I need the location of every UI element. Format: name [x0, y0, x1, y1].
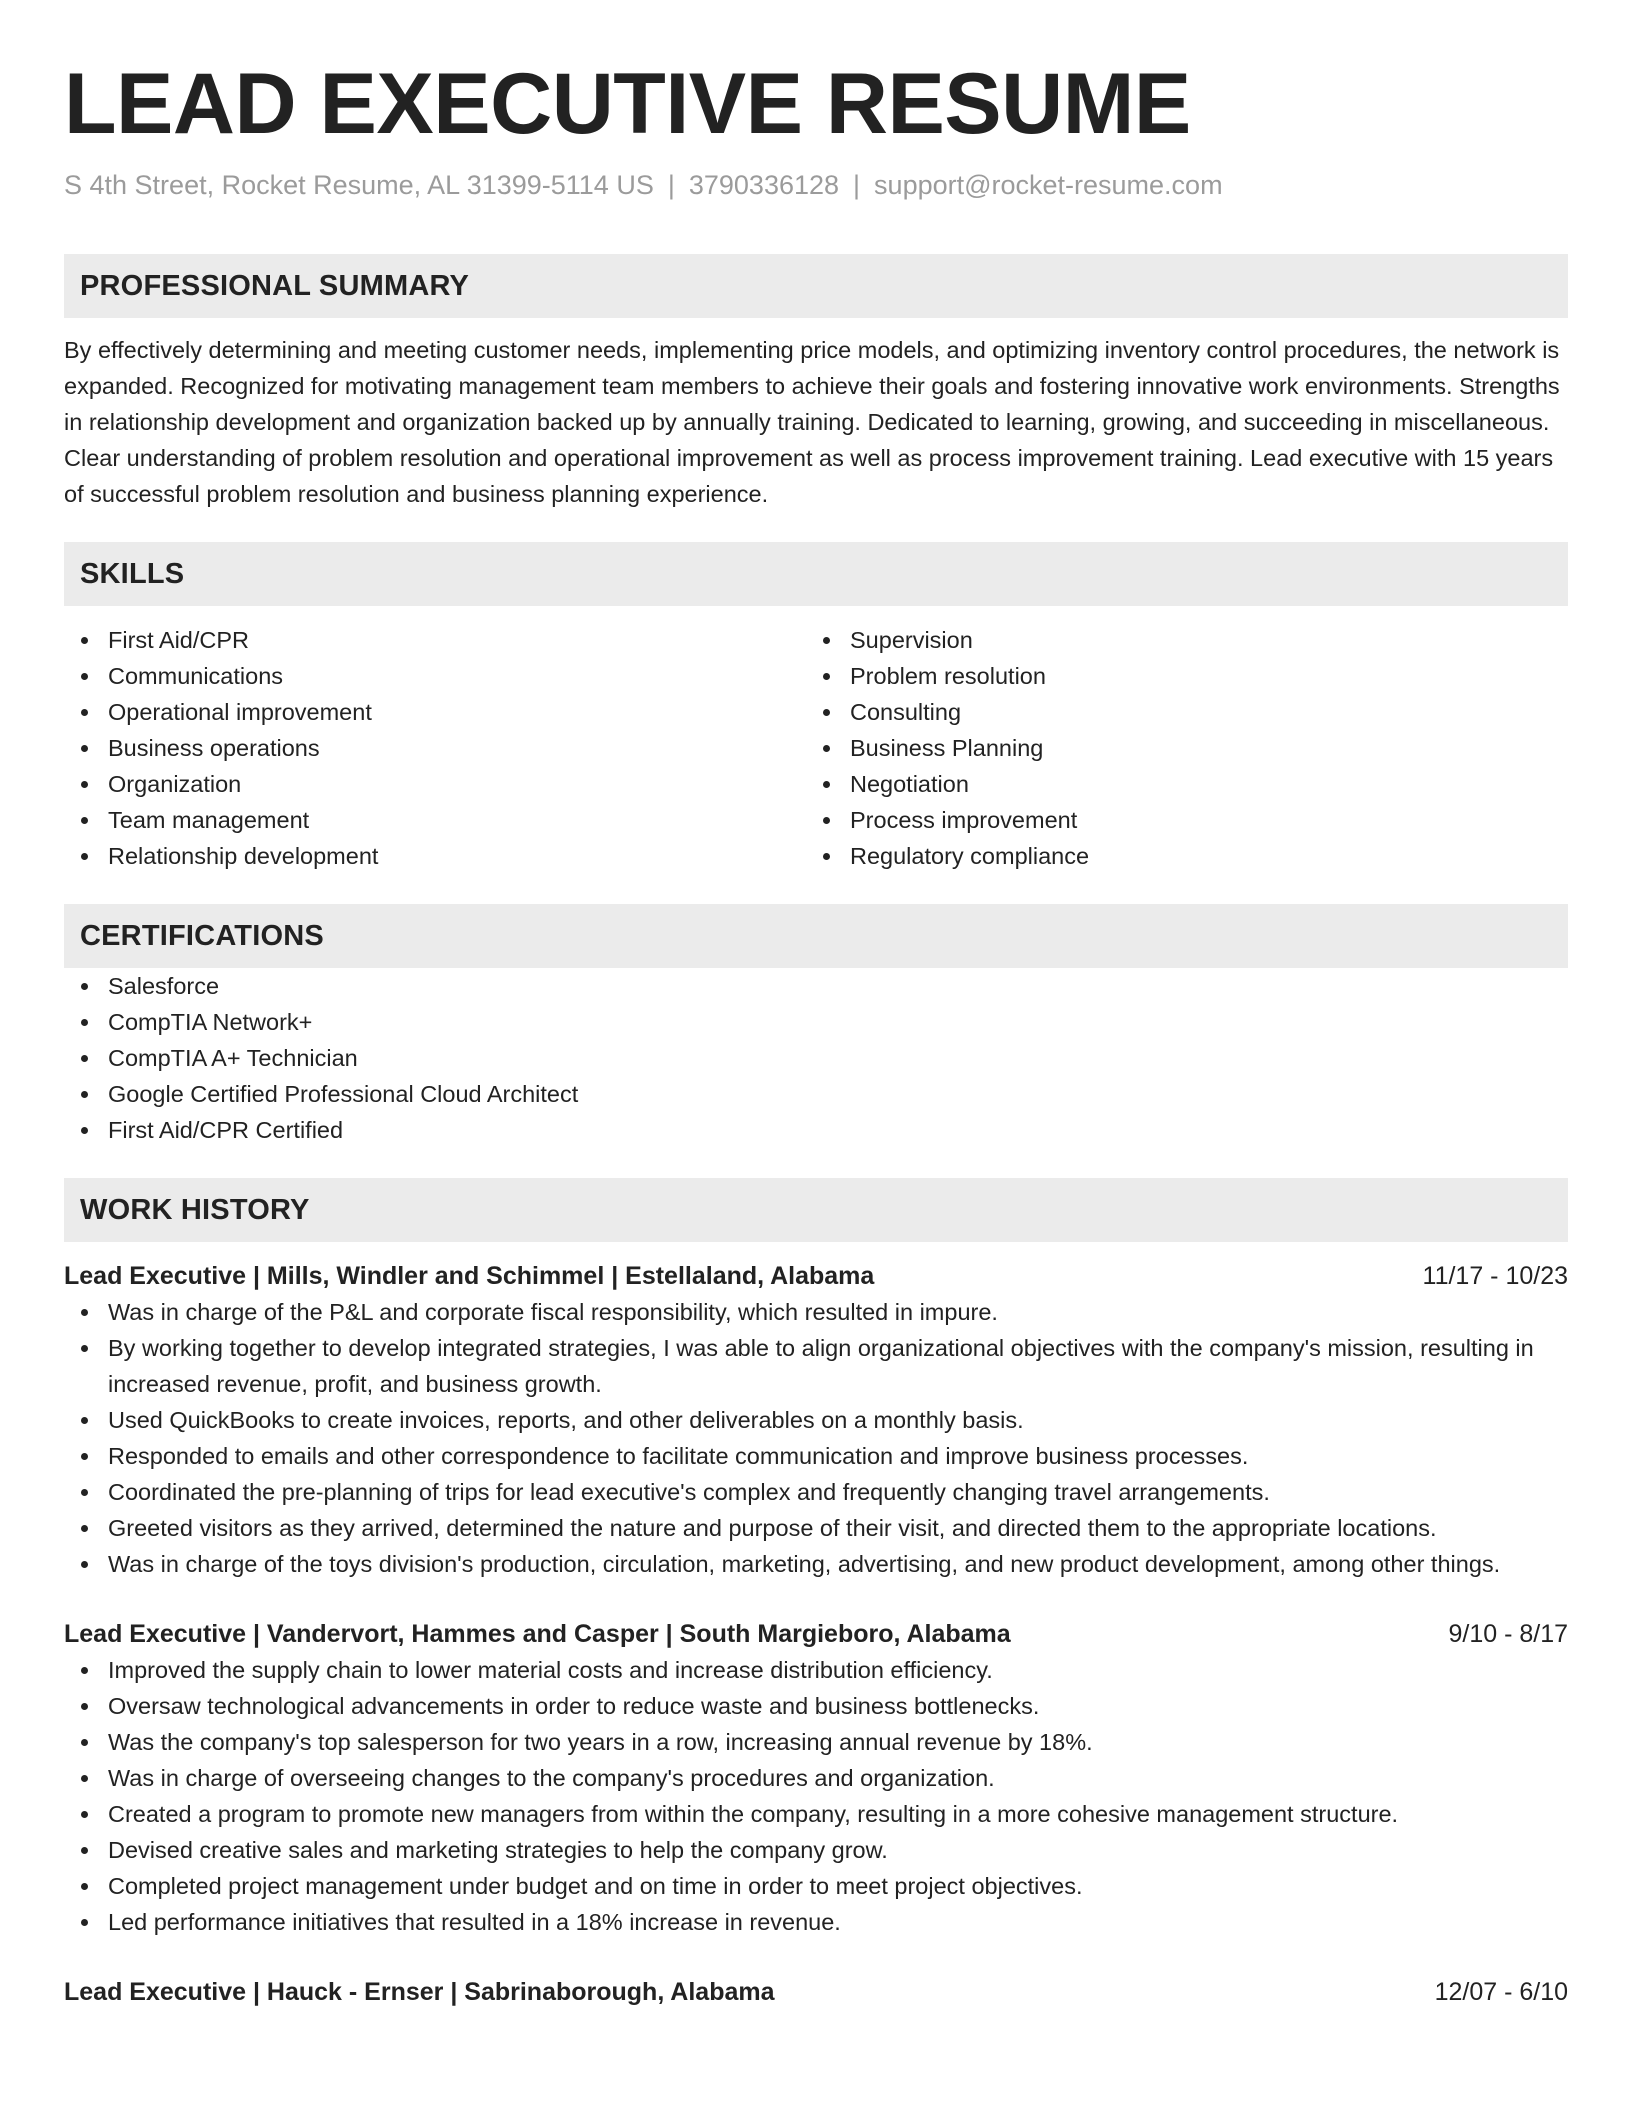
skill-item: First Aid/CPR — [64, 622, 806, 658]
job-bullet: Devised creative sales and marketing strategies to help the company grow. — [64, 1832, 1568, 1868]
skill-item: Problem resolution — [806, 658, 1548, 694]
certification-item: Google Certified Professional Cloud Architect — [64, 1076, 1568, 1112]
skills-list — [64, 622, 1568, 874]
skill-item: Relationship development — [64, 838, 806, 874]
job-dates: 12/07 - 6/10 — [1434, 1978, 1568, 2006]
certification-item: CompTIA Network+ — [64, 1004, 1568, 1040]
job-title: Lead Executive | Mills, Windler and Schimmel | Estellaland, Alabama — [64, 1262, 875, 1290]
job-bullet: Improved the supply chain to lower material costs and increase distribution efficiency. — [64, 1652, 1568, 1688]
skills-column-left — [64, 622, 806, 874]
job-bullet: Was the company's top salesperson for two years in a row, increasing annual revenue by 18%. — [64, 1724, 1568, 1760]
contact-separator: | — [667, 170, 675, 200]
contact-address: S 4th Street, Rocket Resume, AL 31399-5114 US — [64, 170, 654, 200]
summary-text: By effectively determining and meeting customer needs, implementing price models, and optimizing inventory control procedures, the network is expanded. Recognized for motivating management team members to achieve their goals and fostering innovative work environments. Strengths in relationship development and organization backed up by annually training. Dedicated to learning, growing, and succeeding in miscellaneous. Clear understanding of problem resolution and operational improvement as well as process improvement training. Lead executive with 15 years of successful problem resolution and business planning experience. — [64, 337, 1560, 507]
job-title: Lead Executive | Hauck - Ernser | Sabrinaborough, Alabama — [64, 1978, 775, 2006]
skill-item: Business operations — [64, 730, 806, 766]
job-bullet: By working together to develop integrated strategies, I was able to align organizational objectives with the company's mission, resulting in increased revenue, profit, and business growth. — [64, 1330, 1568, 1402]
job-header — [64, 1974, 1568, 2010]
job-bullet: Used QuickBooks to create invoices, reports, and other deliverables on a monthly basis. — [64, 1402, 1568, 1438]
job-bullet: Oversaw technological advancements in order to reduce waste and business bottlenecks. — [64, 1688, 1568, 1724]
contact-separator: | — [853, 170, 861, 200]
job-dates: 11/17 - 10/23 — [1422, 1262, 1568, 1290]
section-header-summary: PROFESSIONAL SUMMARY — [64, 254, 1568, 318]
job-bullet: Completed project management under budget and on time in order to meet project objectives. — [64, 1868, 1568, 1904]
job-bullet: Greeted visitors as they arrived, determined the nature and purpose of their visit, and directed them to the appropriate locations. — [64, 1510, 1568, 1546]
job-dates: 9/10 - 8/17 — [1448, 1620, 1568, 1648]
job-header — [64, 1258, 1568, 1294]
skill-item: Communications — [64, 658, 806, 694]
certifications-list — [64, 968, 1568, 1148]
job-bullet: Was in charge of the toys division's production, circulation, marketing, advertising, and new product development, among other things. — [64, 1546, 1568, 1582]
certification-item: CompTIA A+ Technician — [64, 1040, 1568, 1076]
resume-name: LEAD EXECUTIVE RESUME — [64, 56, 1191, 152]
contact-phone: 3790336128 — [688, 170, 840, 200]
job-bullet: Led performance initiatives that resulted in a 18% increase in revenue. — [64, 1904, 1568, 1940]
skills-column-right — [806, 622, 1548, 874]
section-header-skills: SKILLS — [64, 542, 1568, 606]
section-header-certifications: CERTIFICATIONS — [64, 904, 1568, 968]
contact-line — [64, 168, 1568, 202]
skill-item: Consulting — [806, 694, 1548, 730]
skill-item: Business Planning — [806, 730, 1548, 766]
skill-item: Team management — [64, 802, 806, 838]
certification-item: Salesforce — [64, 968, 1568, 1004]
job-bullet-list — [64, 1652, 1568, 1940]
certification-item: First Aid/CPR Certified — [64, 1112, 1568, 1148]
job-bullet: Was in charge of the P&L and corporate fiscal responsibility, which resulted in impure. — [64, 1294, 1568, 1330]
section-header-work-history: WORK HISTORY — [64, 1178, 1568, 1242]
job-bullet: Created a program to promote new managers from within the company, resulting in a more cohesive management structure. — [64, 1796, 1568, 1832]
contact-email: support@rocket-resume.com — [874, 170, 1223, 200]
skill-item: Operational improvement — [64, 694, 806, 730]
resume-page — [64, 0, 1568, 2010]
skill-item: Process improvement — [806, 802, 1548, 838]
skill-item: Regulatory compliance — [806, 838, 1548, 874]
job-bullet: Responded to emails and other correspondence to facilitate communication and improve business processes. — [64, 1438, 1568, 1474]
job-bullet: Coordinated the pre-planning of trips for lead executive's complex and frequently changing travel arrangements. — [64, 1474, 1568, 1510]
skill-item: Negotiation — [806, 766, 1548, 802]
skill-item: Organization — [64, 766, 806, 802]
skill-item: Supervision — [806, 622, 1548, 658]
job-bullet-list — [64, 1294, 1568, 1582]
job-title: Lead Executive | Vandervort, Hammes and Casper | South Margieboro, Alabama — [64, 1620, 1011, 1648]
job-bullet: Was in charge of overseeing changes to the company's procedures and organization. — [64, 1760, 1568, 1796]
job-header — [64, 1616, 1568, 1652]
